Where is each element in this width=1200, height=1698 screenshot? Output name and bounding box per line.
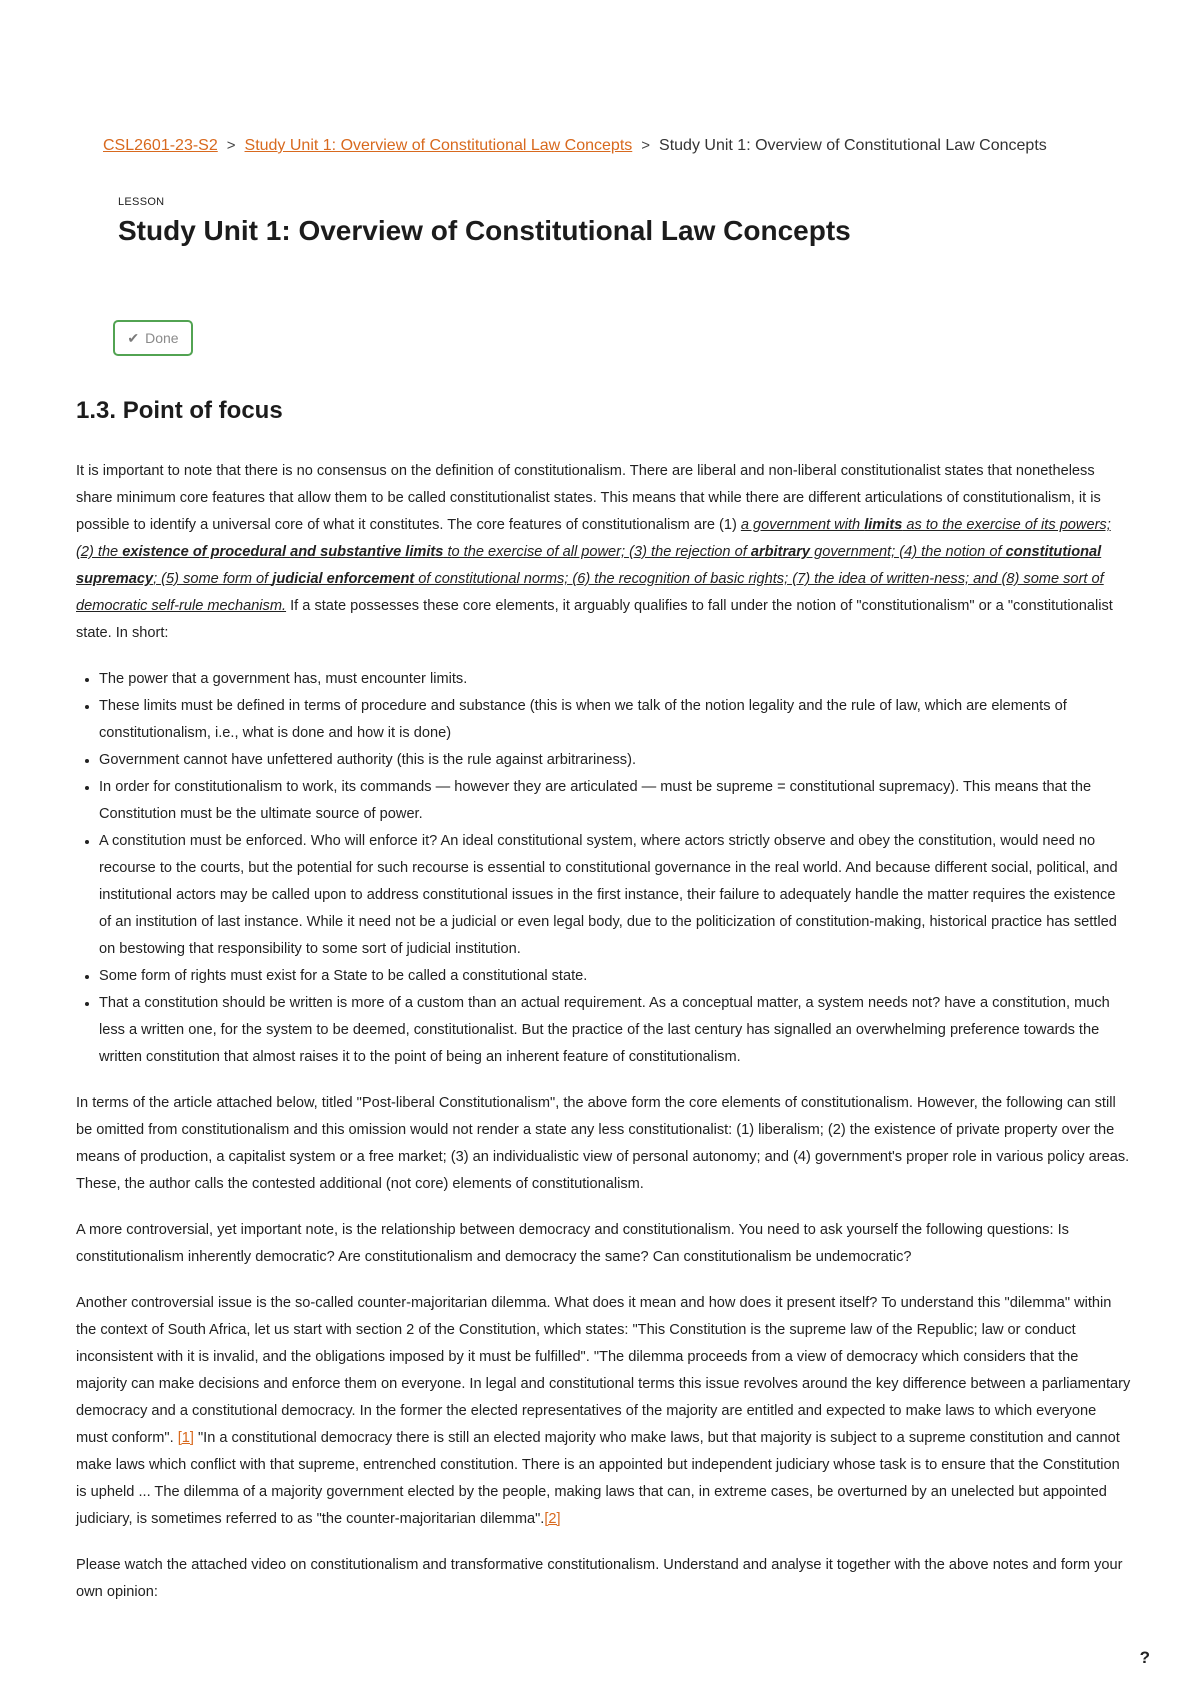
done-label: Done	[145, 330, 179, 346]
list-item: • Some form of rights must exist for a State to be called a constitutional state.	[99, 963, 1131, 990]
text-run: If a state possesses these core elements, it arguably qualifies to fall under the notion of "constitutionalism" or a "constitutionalist state. In short:	[76, 598, 1113, 641]
list-item: • Government cannot have unfettered authority (this is the rule against arbitrariness).	[99, 747, 1131, 774]
page-title: Study Unit 1: Overview of Constitutional Law Concepts	[118, 215, 851, 246]
text-run: of constitutional norms; (6) the recognition of basic rights; (7) the idea of written-ness; and (8) some sort of democratic self-rule mechanism.	[76, 571, 1104, 614]
footnote-link-1[interactable]: [1]	[177, 1430, 194, 1446]
list-item: • The power that a government has, must encounter limits.	[99, 666, 1131, 693]
text-run: a government with	[740, 517, 865, 533]
chevron-right-icon: >	[226, 137, 236, 154]
paragraph-counter-majoritarian	[76, 1290, 1131, 1533]
text-run: Another controversial issue is the so-called counter-majoritarian dilemma. What does it mean and how does it present itself? To understand this "dilemma" within the context of South Africa, let us start with section 2 of the Constitution, which states: "This Constitution is the supreme law of the Republic; law or conduct inconsistent with it is invalid, and the obligations imposed by it must be fulfilled". "The dilemma proceeds from a view of democracy which considers that the majority can make decisions and enforce them on everyone. In legal and constitutional terms this issue revolves around the key difference between a parliamentary democracy and a constitutional democracy. In the former the elected representatives of the majority are entitled and expected to make laws to which everyone must conform".	[76, 1295, 1131, 1446]
text-run: ; (5) some form of	[153, 571, 273, 587]
list-item: • These limits must be defined in terms of procedure and substance (this is when we talk of the notion legality and the rule of law, which are elements of constitutionalism, i.e., what is done and how it is done)	[99, 693, 1131, 747]
breadcrumb-current: Study Unit 1: Overview of Constitutional Law Concepts	[659, 137, 1047, 154]
text-run: "In a constitutional democracy there is still an elected majority who make laws, but that majority is subject to a supreme constitution and cannot make laws which conflict with that supreme, entrenched constitution. There is an appointed but independent judiciary whose task is to ensure that the Constitution is upheld ... The dilemma of a majority government elected by the people, making laws that can, in extreme cases, be overturned by an unelected but appointed judiciary, is sometimes referred to as "the counter-majoritarian dilemma".	[76, 1430, 1120, 1527]
paragraph-post-liberal: In terms of the article attached below, titled "Post-liberal Constitutionalism", the above form the core elements of constitutionalism. However, the following can still be omitted from constitutionalism and this omission would not render a state any less constitutionalist: (1) liberalism; (2) the existence of private property over the means of production, a capitalist system or a free market; (3) an individualistic view of personal autonomy; and (4) government's proper role in various policy areas. These, the author calls the contested additional (not core) elements of constitutionalism.	[76, 1095, 1130, 1192]
text-run: limits	[864, 517, 903, 533]
footnote-link-2[interactable]: [2]	[544, 1511, 561, 1527]
text-run: existence of procedural and substantive limits	[122, 544, 444, 560]
lesson-content	[76, 458, 1131, 1625]
lesson-label: LESSON	[118, 196, 165, 208]
chevron-right-icon: >	[641, 137, 651, 154]
breadcrumb-unit-link[interactable]: Study Unit 1: Overview of Constitutional Law Concepts	[244, 137, 633, 154]
list-item: • In order for constitutionalism to work, its commands — however they are articulated — must be supreme = constitutional supremacy). This means that the Constitution must be the ultimate source of power.	[99, 774, 1131, 828]
text-run: It is important to note that there is no consensus on the definition of constitutionalism. There are liberal and non-liberal constitutionalist states that nonetheless share minimum core features that allow them to be called constitutionalist states. This means that while there are different articulations of constitutionalism, it is possible to identify a universal core of what it constitutes. The core features of constitutionalism are (1)	[76, 463, 1101, 533]
text-run: constitutional supremacy	[76, 544, 1102, 587]
help-icon[interactable]: ?	[1139, 1648, 1150, 1667]
list-item: • A constitution must be enforced. Who will enforce it? An ideal constitutional system, where actors strictly observe and obey the constitution, would need no recourse to the courts, but the potential for such recourse is essential to constitutional governance in the real world. And because different social, political, and institutional actors may be called upon to address constitutional issues in the first instance, their failure to adequately handle the matter requires the existence of an institution of last instance. While it need not be a judicial or even legal body, due to the politicization of constitution-making, historical practice has settled on bestowing that responsibility to some sort of judicial institution.	[99, 828, 1131, 963]
core-elements-list	[76, 666, 1131, 1071]
text-run: to the exercise of all power; (3) the rejection of	[443, 544, 751, 560]
text-run: arbitrary	[750, 544, 811, 560]
breadcrumb-course-link[interactable]: CSL2601-23-S2	[103, 137, 218, 154]
paragraph-democracy: A more controversial, yet important note, is the relationship between democracy and constitutionalism. You need to ask yourself the following questions: Is constitutionalism inherently democratic? Are constitutionalism and democracy the same? Can constitutionalism be undemocratic?	[76, 1222, 1069, 1265]
text-run: government; (4) the notion of	[810, 544, 1006, 560]
list-item: • That a constitution should be written is more of a custom than an actual requirement. As a conceptual matter, a system needs not? have a constitution, much less a written one, for the system to be deemed, constitutionalist. But the practice of the last century has signalled an overwhelming preference towards the written constitution that almost raises it to the point of being an inherent feature of constitutionalism.	[99, 990, 1131, 1071]
text-run: judicial enforcement	[272, 571, 415, 587]
paragraph-video-instructions: Please watch the attached video on constitutionalism and transformative constitutionalism. Understand and analyse it together with the above notes and form your own opinion:	[76, 1557, 1123, 1600]
check-icon: ✔	[127, 329, 140, 346]
breadcrumb	[103, 137, 1193, 155]
paragraph-core-features	[76, 458, 1131, 647]
section-title: 1.3. Point of focus	[76, 397, 283, 424]
done-button[interactable]	[113, 320, 193, 356]
text-run: as to the exercise of its powers; (2) the	[76, 517, 1111, 560]
